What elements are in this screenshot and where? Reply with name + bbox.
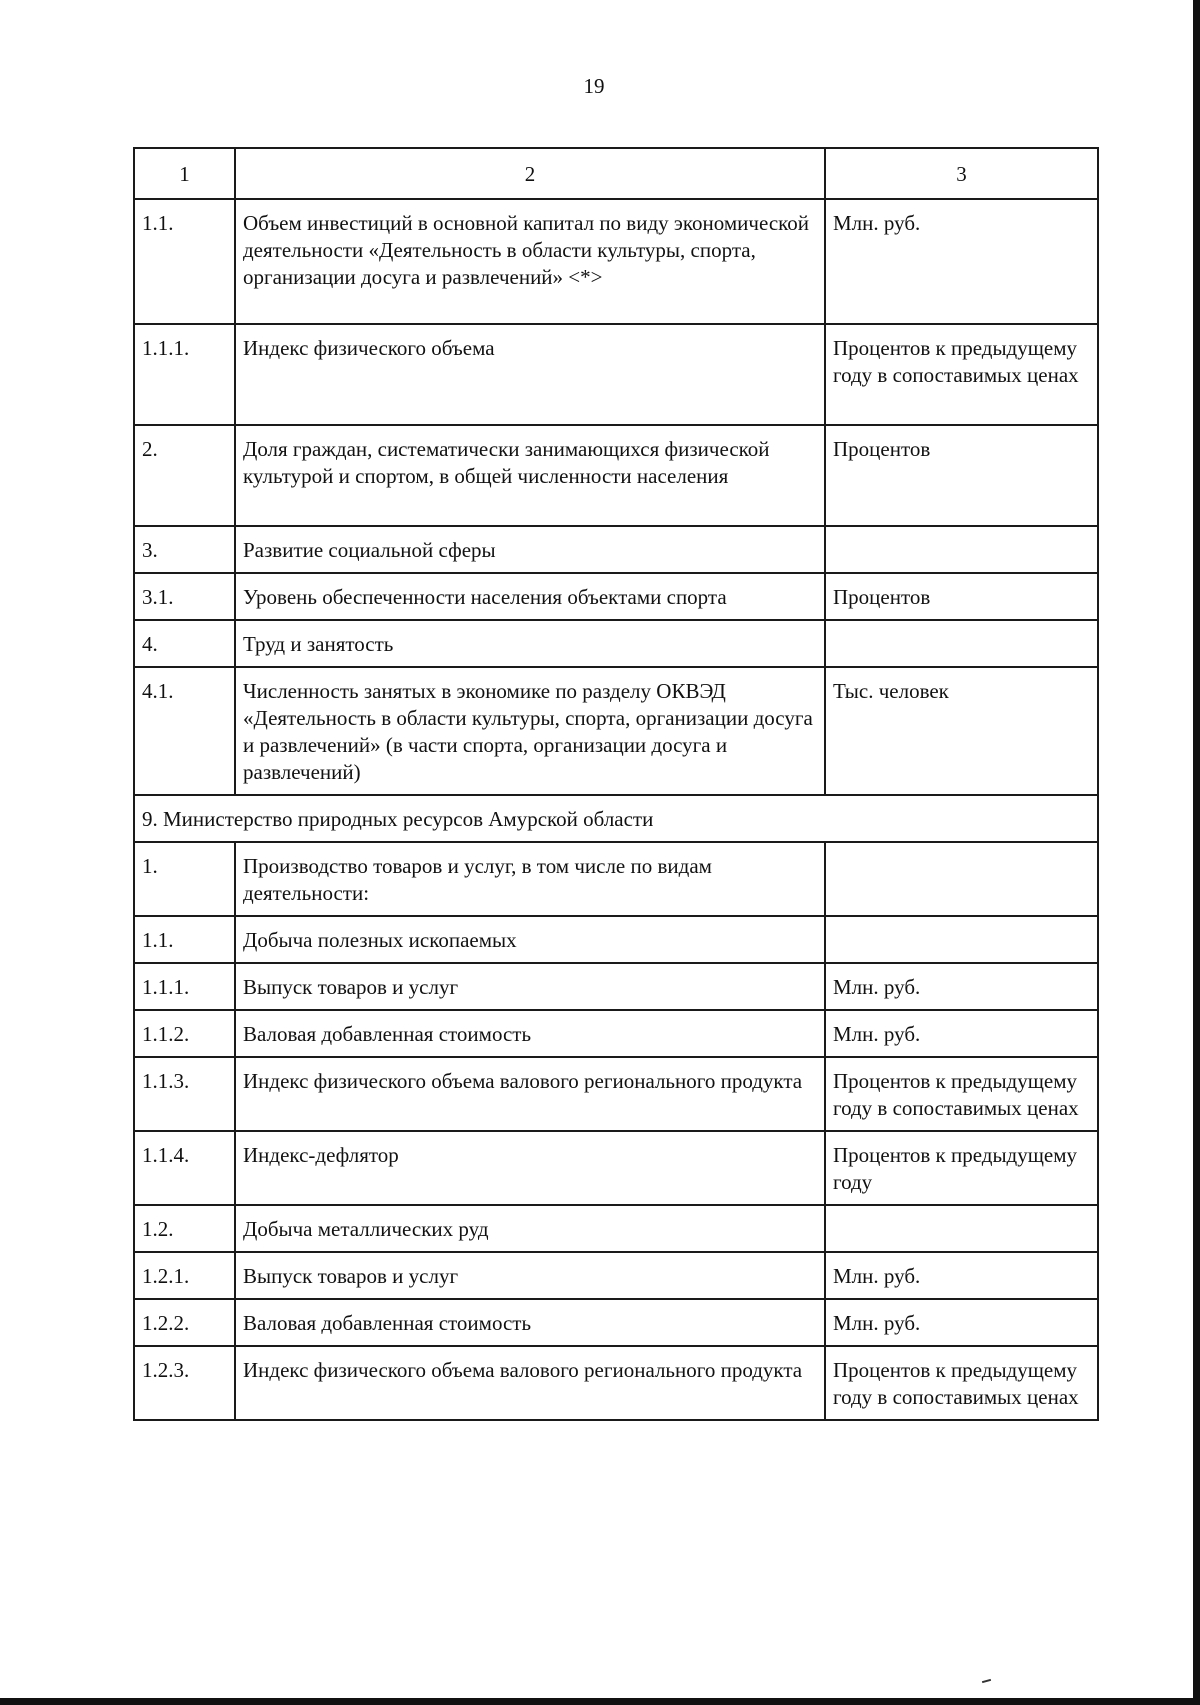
table-row [134, 425, 1098, 526]
table-row [134, 1346, 1098, 1420]
row-indicator: Валовая добавленная стоимость [235, 1299, 825, 1346]
row-number: 1.1. [134, 199, 235, 324]
row-indicator: Выпуск товаров и услуг [235, 1252, 825, 1299]
row-unit: Процентов [825, 425, 1098, 526]
row-indicator: Труд и занятость [235, 620, 825, 667]
row-unit [825, 1205, 1098, 1252]
row-indicator: Добыча полезных ископаемых [235, 916, 825, 963]
table-row [134, 963, 1098, 1010]
table-row [134, 667, 1098, 795]
row-indicator: Развитие социальной сферы [235, 526, 825, 573]
row-unit: Процентов к предыдущему году в сопоставимых ценах [825, 1057, 1098, 1131]
row-unit: Млн. руб. [825, 199, 1098, 324]
row-unit [825, 526, 1098, 573]
row-indicator: Добыча металлических руд [235, 1205, 825, 1252]
table-row [134, 1010, 1098, 1057]
row-indicator: Валовая добавленная стоимость [235, 1010, 825, 1057]
row-number: 1.2.3. [134, 1346, 235, 1420]
table-row [134, 916, 1098, 963]
row-unit [825, 916, 1098, 963]
scan-edge-right [1193, 0, 1200, 1705]
row-number: 1.1.3. [134, 1057, 235, 1131]
row-number: 4.1. [134, 667, 235, 795]
scan-edge-bottom [0, 1698, 1200, 1705]
table-header-row [134, 148, 1098, 199]
row-indicator: Численность занятых в экономике по разделу ОКВЭД «Деятельность в области культуры, спорта, организации досуга и развлечений» (в части спорта, организации досуга и развлечений) [235, 667, 825, 795]
row-number: 1.1.1. [134, 324, 235, 425]
row-unit: Млн. руб. [825, 1252, 1098, 1299]
row-indicator: Индекс-дефлятор [235, 1131, 825, 1205]
row-unit: Млн. руб. [825, 1010, 1098, 1057]
row-indicator: Индекс физического объема [235, 324, 825, 425]
row-unit: Млн. руб. [825, 1299, 1098, 1346]
column-header-unit: 3 [825, 148, 1098, 199]
row-number: 1.1.2. [134, 1010, 235, 1057]
column-header-number: 1 [134, 148, 235, 199]
table-row [134, 324, 1098, 425]
row-indicator: Объем инвестиций в основной капитал по виду экономической деятельности «Деятельность в области культуры, спорта, организации досуга и развлечений» <*> [235, 199, 825, 324]
table-row [134, 1131, 1098, 1205]
section-title: 9. Министерство природных ресурсов Амурской области [134, 795, 1098, 842]
page-number: 19 [583, 74, 605, 98]
row-indicator: Доля граждан, систематически занимающихся физической культурой и спортом, в общей численности населения [235, 425, 825, 526]
row-unit: Тыс. человек [825, 667, 1098, 795]
row-number: 1. [134, 842, 235, 916]
row-indicator: Уровень обеспеченности населения объектами спорта [235, 573, 825, 620]
row-unit: Процентов к предыдущему году в сопоставимых ценах [825, 1346, 1098, 1420]
row-number: 1.2.2. [134, 1299, 235, 1346]
table-row [134, 1252, 1098, 1299]
table-row [134, 526, 1098, 573]
row-number: 1.1. [134, 916, 235, 963]
section-row [134, 795, 1098, 842]
table-row [134, 620, 1098, 667]
row-unit [825, 620, 1098, 667]
row-indicator: Индекс физического объема валового регионального продукта [235, 1057, 825, 1131]
column-header-indicator: 2 [235, 148, 825, 199]
row-indicator: Выпуск товаров и услуг [235, 963, 825, 1010]
row-unit: Процентов [825, 573, 1098, 620]
row-indicator: Индекс физического объема валового регионального продукта [235, 1346, 825, 1420]
row-number: 4. [134, 620, 235, 667]
table-row [134, 842, 1098, 916]
row-number: 1.2.1. [134, 1252, 235, 1299]
table-row [134, 199, 1098, 324]
row-unit [825, 842, 1098, 916]
table-row [134, 1299, 1098, 1346]
row-number: 3. [134, 526, 235, 573]
scan-mark [982, 1679, 991, 1683]
row-unit: Процентов к предыдущему году в сопоставимых ценах [825, 324, 1098, 425]
row-number: 2. [134, 425, 235, 526]
row-number: 1.1.4. [134, 1131, 235, 1205]
row-unit: Млн. руб. [825, 963, 1098, 1010]
row-number: 3.1. [134, 573, 235, 620]
row-indicator: Производство товаров и услуг, в том числе по видам деятельности: [235, 842, 825, 916]
table-row [134, 1057, 1098, 1131]
table-row [134, 573, 1098, 620]
indicators-table [133, 147, 1099, 1421]
row-unit: Процентов к предыдущему году [825, 1131, 1098, 1205]
row-number: 1.2. [134, 1205, 235, 1252]
row-number: 1.1.1. [134, 963, 235, 1010]
table-row [134, 1205, 1098, 1252]
